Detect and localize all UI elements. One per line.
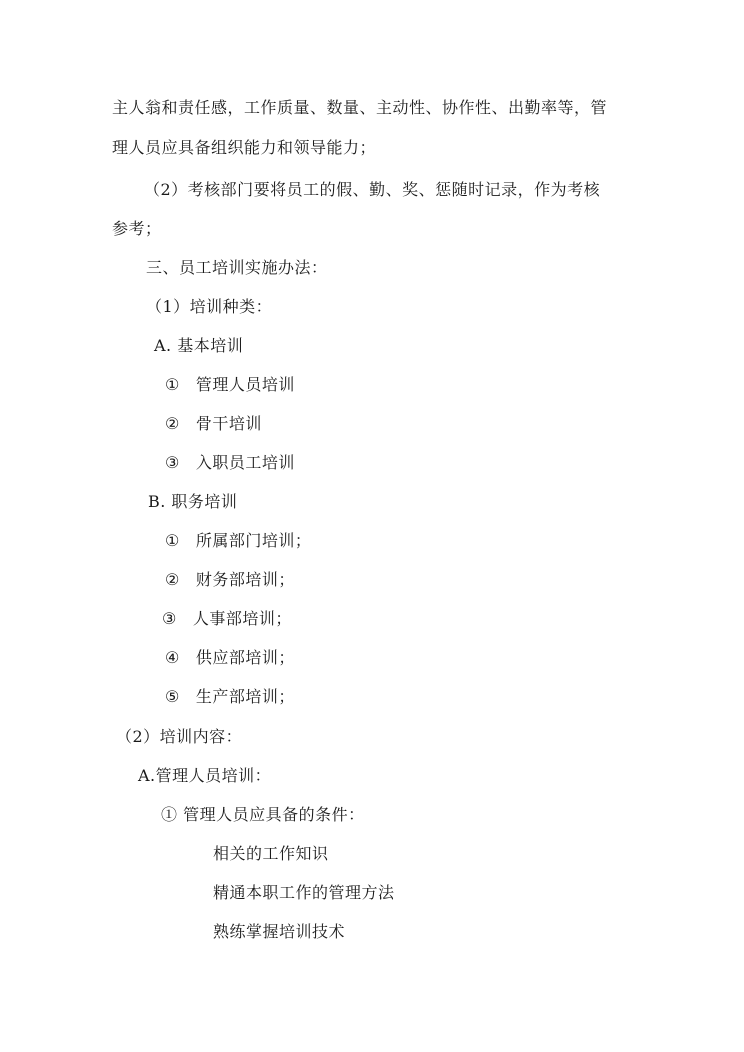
list-item xyxy=(165,687,295,707)
list-item xyxy=(165,648,295,668)
section-heading: 三、员工培训实施办法： xyxy=(146,258,328,277)
list-item: 相关的工作知识 xyxy=(213,844,329,863)
list-item-text: 人事部培训； xyxy=(192,609,292,628)
list-item-number: ① xyxy=(165,375,180,394)
list-heading: A. 基本培训 xyxy=(154,336,244,355)
list-item xyxy=(165,375,295,395)
list-item-number: ① xyxy=(165,531,180,550)
list-item-text: 入职员工培训 xyxy=(195,453,295,472)
list-item-number: ③ xyxy=(165,453,180,472)
list-item xyxy=(162,609,292,629)
paragraph-line: 参考； xyxy=(112,219,162,238)
list-item xyxy=(165,414,262,434)
paragraph-line: 主人翁和责任感，工作质量、数量、主动性、协作性、出勤率等，管 xyxy=(112,98,608,117)
list-heading: A.管理人员培训： xyxy=(138,766,272,785)
list-item: 熟练掌握培训技术 xyxy=(213,922,346,941)
list-heading: ① 管理人员应具备的条件： xyxy=(161,805,365,824)
list-item-number: ③ xyxy=(162,609,177,628)
list-item-text: 生产部培训； xyxy=(195,687,295,706)
list-item xyxy=(165,570,295,590)
paragraph-line: （2）考核部门要将员工的假、勤、奖、惩随时记录，作为考核 xyxy=(144,180,601,199)
paragraph-line: 理人员应具备组织能力和领导能力； xyxy=(112,138,377,157)
subsection-heading: （1）培训种类： xyxy=(146,297,273,316)
list-item xyxy=(165,453,295,473)
list-item-number: ④ xyxy=(165,648,180,667)
list-item-number: ② xyxy=(165,570,180,589)
subsection-heading: （2）培训内容： xyxy=(116,727,243,746)
list-heading: B. 职务培训 xyxy=(148,492,238,511)
list-item: 精通本职工作的管理方法 xyxy=(213,883,395,902)
list-item-text: 供应部培训； xyxy=(195,648,295,667)
list-item-text: 管理人员培训 xyxy=(195,375,295,394)
list-item-number: ⑤ xyxy=(165,687,180,706)
list-item-text: 骨干培训 xyxy=(195,414,262,433)
list-item xyxy=(165,531,311,551)
list-item-text: 财务部培训； xyxy=(195,570,295,589)
list-item-number: ② xyxy=(165,414,180,433)
list-item-text: 所属部门培训； xyxy=(195,531,312,550)
